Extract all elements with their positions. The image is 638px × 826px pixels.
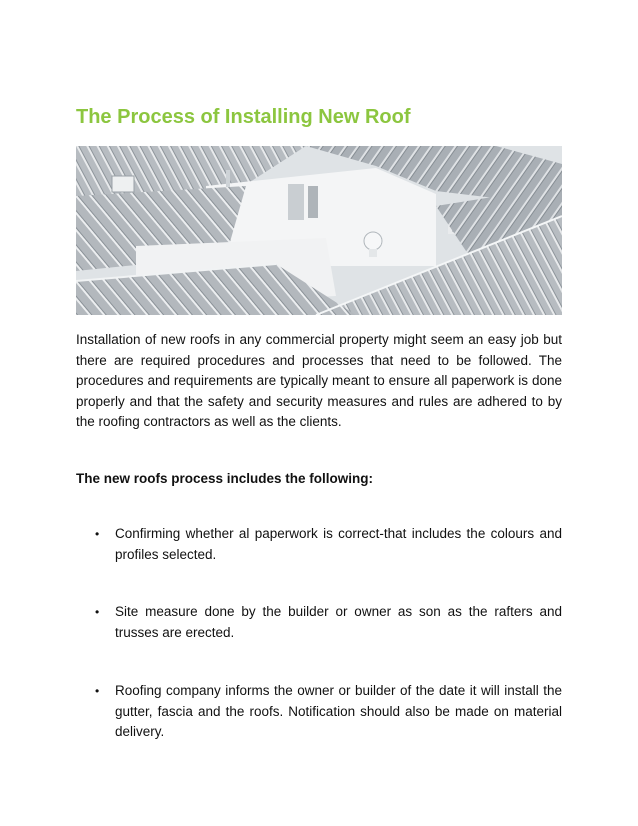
- list-item: [76, 681, 562, 743]
- bullet-icon: •: [95, 605, 100, 619]
- roof-photo: [76, 146, 562, 315]
- list-item: [76, 524, 562, 565]
- process-subheading: The new roofs process includes the following:: [76, 471, 374, 486]
- list-item-text: Confirming whether al paperwork is correct-that includes the colours and profiles selected.: [115, 526, 562, 562]
- list-item-text: Site measure done by the builder or owner as son as the rafters and trusses are erected.: [115, 604, 562, 640]
- roof-photo-graphic: [76, 146, 562, 315]
- bullet-icon: •: [95, 684, 100, 698]
- bullet-icon: •: [95, 527, 100, 541]
- list-item-text: Roofing company informs the owner or builder of the date it will install the gutter, fascia and the roofs. Notification should also be made on material delivery.: [115, 683, 562, 739]
- page-title: The Process of Installing New Roof: [76, 106, 411, 128]
- list-item: [76, 602, 562, 643]
- intro-paragraph: Installation of new roofs in any commercial property might seem an easy job but there are required procedures and processes that need to be followed. The procedures and requirements are typically meant to ensure all paperwork is done properly and that the safety and security measures and rules are adhered to by the roofing contractors as well as the clients.: [76, 332, 562, 429]
